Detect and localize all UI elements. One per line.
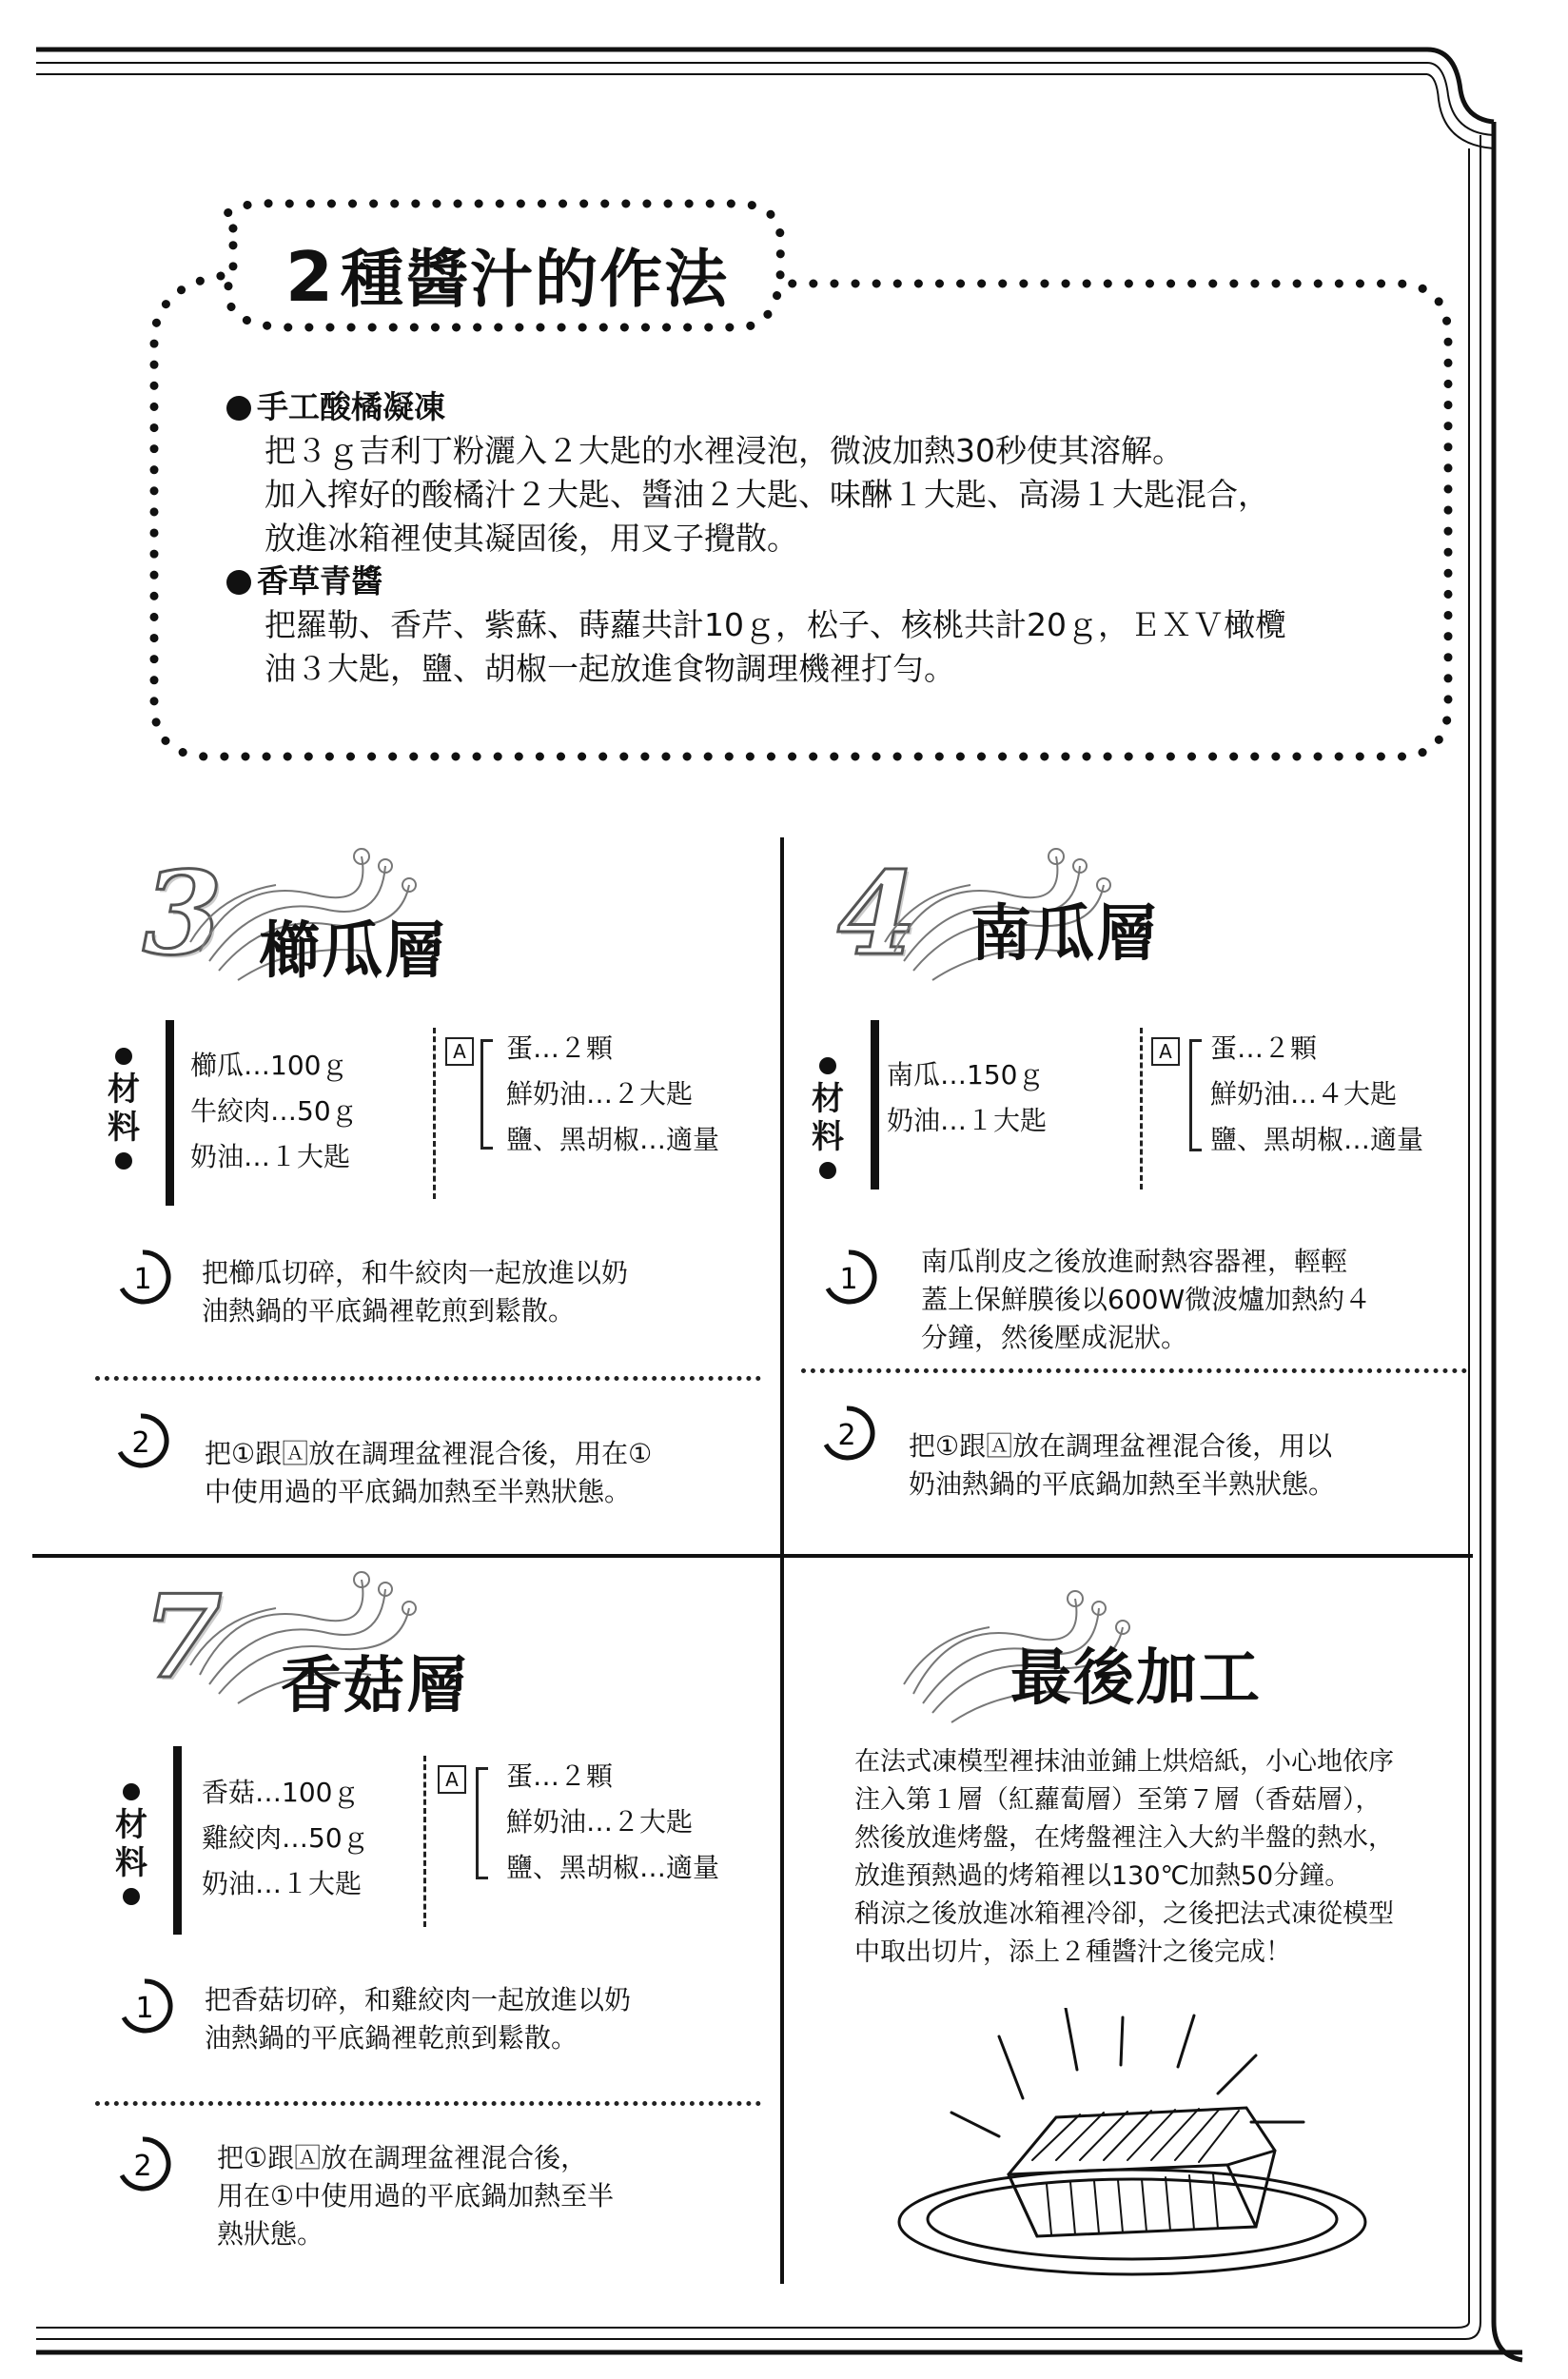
svg-text:2: 2 bbox=[133, 2150, 152, 2183]
section-number: 3 bbox=[143, 847, 223, 981]
sauce-item-heading: 香草青醬 bbox=[226, 560, 1286, 603]
a-ingredient-item: 蛋…２顆 bbox=[1210, 1032, 1318, 1064]
a-ingredients-list bbox=[1210, 1026, 1423, 1163]
step-1-text: 把櫛瓜切碎，和牛絞肉一起放進以奶 油熱鍋的平底鍋裡乾煎到鬆散。 bbox=[202, 1257, 629, 1327]
svg-text:1: 1 bbox=[133, 1263, 152, 1296]
ingredient-item: 櫛瓜…100ｇ bbox=[190, 1050, 348, 1081]
ingredient-item: 奶油…１大匙 bbox=[190, 1141, 351, 1172]
step-divider bbox=[95, 1376, 761, 1381]
ingredients-bar bbox=[871, 1020, 879, 1190]
a-mark: A bbox=[438, 1765, 466, 1794]
ingredients-label: 材料 bbox=[105, 1042, 143, 1175]
sauce-title-number: 2 bbox=[285, 237, 336, 317]
step-1-text: 南瓜削皮之後放進耐熱容器裡，輕輕 蓋上保鮮膜後以600W微波爐加熱約４ 分鐘，然後壓成泥狀。 bbox=[921, 1246, 1372, 1353]
ingredients-bar bbox=[166, 1020, 174, 1206]
step-2-text: 把①跟🄰放在調理盆裡混合後， 用在①中使用過的平底鍋加熱至半 熟狀態。 bbox=[217, 2142, 615, 2250]
a-ingredient-item: 鹽、黑胡椒…適量 bbox=[506, 1852, 720, 1883]
ingredient-item: 牛絞肉…50ｇ bbox=[190, 1095, 358, 1127]
sauce-item-line: 把３ｇ吉利丁粉灑入２大匙的水裡浸泡，微波加熱30秒使其溶解。 bbox=[265, 432, 1184, 469]
bullet-icon bbox=[226, 396, 251, 421]
section-title: 櫛瓜層 bbox=[259, 916, 447, 987]
a-ingredient-item: 鮮奶油…２大匙 bbox=[506, 1078, 694, 1110]
ingredients-list bbox=[202, 1770, 369, 1907]
a-ingredient-item: 蛋…２顆 bbox=[506, 1032, 614, 1064]
section-title: 南瓜層 bbox=[970, 899, 1159, 970]
a-mark: A bbox=[445, 1037, 474, 1066]
a-ingredient-item: 鹽、黑胡椒…適量 bbox=[1210, 1124, 1424, 1155]
ingredients-divider bbox=[433, 1028, 436, 1199]
a-ingredient-item: 蛋…２顆 bbox=[506, 1760, 614, 1792]
ingredients-list bbox=[190, 1043, 358, 1180]
ingredient-item: 奶油…１大匙 bbox=[887, 1105, 1048, 1136]
a-mark: A bbox=[1151, 1037, 1180, 1066]
a-bracket bbox=[476, 1767, 488, 1879]
ingredient-item: 奶油…１大匙 bbox=[202, 1868, 363, 1899]
ingredients-divider bbox=[1140, 1028, 1143, 1190]
step-divider bbox=[801, 1368, 1467, 1373]
ingredient-item: 香菇…100ｇ bbox=[202, 1777, 360, 1808]
final-title: 最後加工 bbox=[1010, 1643, 1262, 1714]
ingredient-item: 南瓜…150ｇ bbox=[887, 1059, 1045, 1091]
a-ingredients-list bbox=[506, 1754, 719, 1891]
svg-text:2: 2 bbox=[131, 1426, 150, 1460]
step-1-text: 把香菇切碎，和雞絞肉一起放進以奶 油熱鍋的平底鍋裡乾煎到鬆散。 bbox=[205, 1984, 632, 2054]
svg-text:1: 1 bbox=[839, 1263, 858, 1296]
sauce-item-1 bbox=[226, 385, 1269, 560]
svg-text:2: 2 bbox=[837, 1419, 856, 1452]
sauce-item-line: 放進冰箱裡使其凝固後，用叉子攪散。 bbox=[265, 520, 798, 557]
section-title: 香菇層 bbox=[281, 1651, 469, 1721]
a-ingredients-list bbox=[506, 1026, 719, 1163]
final-instructions: 在法式凍模型裡抹油並鋪上烘焙紙，小心地依序 注入第１層（紅蘿蔔層）至第７層（香菇層）， 然後放進烤盤，在烤盤裡注入大約半盤的熱水， 放進預熱過的烤箱裡以130℃加熱50分鐘。 稍涼之後放進冰箱裡冷卻，之後把法式凍從模型 中取出切片，添上２種醬汁之後完成！ bbox=[854, 1747, 1394, 1967]
section-number: 7 bbox=[143, 1570, 223, 1704]
section-number: 4 bbox=[837, 847, 917, 981]
a-bracket bbox=[1189, 1039, 1202, 1151]
sauce-item-line: 加入搾好的酸橘汁２大匙、醬油２大匙、味醂１大匙、高湯１大匙混合， bbox=[265, 476, 1269, 513]
ingredients-bar bbox=[173, 1746, 182, 1935]
ingredients-list bbox=[887, 1052, 1047, 1144]
step-1-icon bbox=[820, 1248, 877, 1306]
ingredients-divider bbox=[423, 1756, 426, 1927]
step-2-icon bbox=[818, 1405, 875, 1462]
ingredients-label: 材料 bbox=[809, 1052, 847, 1185]
step-2-text: 把①跟🄰放在調理盆裡混合後，用在① 中使用過的平底鍋加熱至半熟狀態。 bbox=[205, 1438, 653, 1507]
sauce-item-line: 油３大匙，鹽、胡椒一起放進食物調理機裡打勻。 bbox=[265, 650, 955, 687]
ingredients-label: 材料 bbox=[112, 1778, 150, 1911]
sauce-title bbox=[285, 228, 729, 319]
a-ingredient-item: 鮮奶油…２大匙 bbox=[506, 1806, 694, 1838]
ingredient-item: 雞絞肉…50ｇ bbox=[202, 1822, 369, 1854]
step-divider bbox=[95, 2101, 761, 2106]
step-2-icon bbox=[112, 1412, 169, 1469]
sauce-item-2 bbox=[226, 560, 1286, 691]
step-2-text: 把①跟🄰放在調理盆裡混合後，用以 奶油熱鍋的平底鍋加熱至半熟狀態。 bbox=[909, 1430, 1336, 1500]
sauce-item-heading: 手工酸橘凝凍 bbox=[226, 385, 1269, 429]
step-1-icon bbox=[116, 1977, 173, 2035]
a-ingredient-item: 鹽、黑胡椒…適量 bbox=[506, 1124, 720, 1155]
step-1-icon bbox=[114, 1248, 171, 1306]
a-ingredient-item: 鮮奶油…４大匙 bbox=[1210, 1078, 1398, 1110]
sauce-item-line: 把羅勒、香芹、紫蘇、蒔蘿共計10ｇ，松子、核桃共計20ｇ，ＥＸＶ橄欖 bbox=[265, 606, 1286, 643]
bullet-icon bbox=[226, 570, 251, 595]
terrine-illustration-icon bbox=[875, 2008, 1408, 2284]
a-bracket bbox=[480, 1039, 493, 1150]
step-2-icon bbox=[114, 2135, 171, 2192]
sauce-title-text: 種醬汁的作法 bbox=[341, 243, 730, 316]
svg-text:1: 1 bbox=[135, 1992, 154, 2025]
